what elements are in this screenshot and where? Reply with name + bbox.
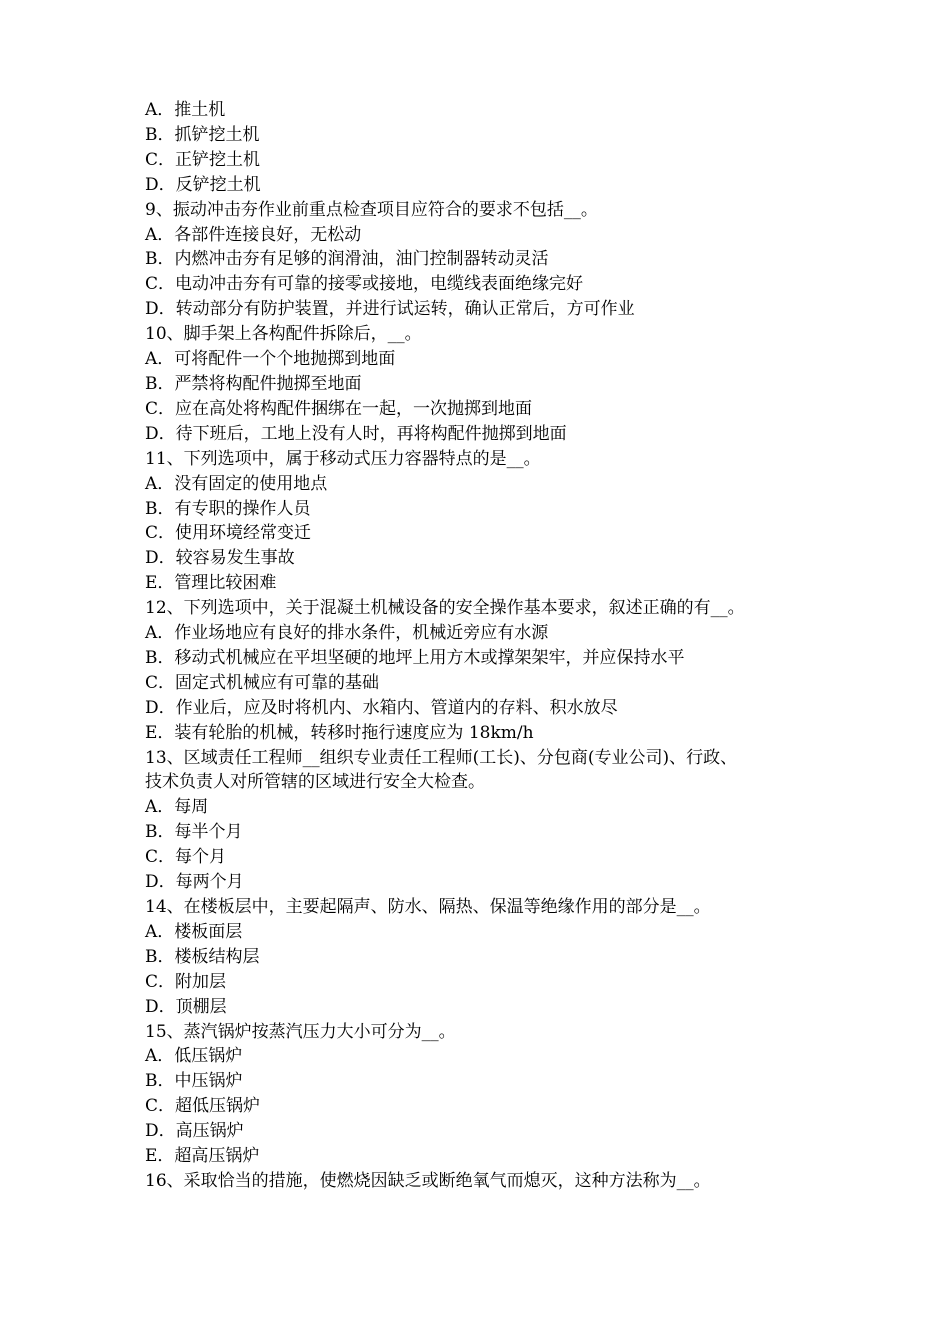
option-line: C．电动冲击夯有可靠的接零或接地，电缆线表面绝缘完好	[145, 274, 584, 295]
option-line: C．每个月	[145, 847, 227, 868]
option-line: B．移动式机械应在平坦坚硬的地坪上用方木或撑架架牢，并应保持水平	[145, 647, 685, 668]
question-line: 11、下列选项中，属于移动式压力容器特点的是__。	[145, 448, 541, 469]
option-line: A．作业场地应有良好的排水条件，机械近旁应有水源	[145, 623, 549, 644]
option-line: D．作业后，应及时将机内、水箱内、管道内的存料、积水放尽	[145, 697, 618, 718]
question-line: 9、振动冲击夯作业前重点检查项目应符合的要求不包括__。	[145, 199, 598, 220]
question-line: 10、脚手架上各构配件拆除后，__。	[145, 324, 422, 345]
question-list	[145, 98, 845, 1194]
option-line: C．应在高处将构配件捆绑在一起，一次抛掷到地面	[145, 398, 533, 419]
option-line: A．楼板面层	[145, 921, 243, 942]
option-line: E．装有轮胎的机械，转移时拖行速度应为 18km/h	[145, 722, 534, 743]
option-line: C．正铲挖土机	[145, 149, 261, 170]
option-line: A．每周	[145, 797, 209, 818]
question-line: 13、区域责任工程师__组织专业责任工程师(工长)、分包商(专业公司)、行政、	[145, 747, 738, 768]
option-line: B．抓铲挖土机	[145, 124, 260, 145]
option-line: B．中压锅炉	[145, 1071, 243, 1092]
option-line: C．使用环境经常变迁	[145, 523, 312, 544]
option-line: A．可将配件一个个地抛掷到地面	[145, 349, 396, 370]
option-line: C．超低压锅炉	[145, 1096, 261, 1117]
option-line: B．内燃冲击夯有足够的润滑油，油门控制器转动灵活	[145, 249, 549, 270]
option-line: C．固定式机械应有可靠的基础	[145, 672, 380, 693]
question-line: 16、采取恰当的措施，使燃烧因缺乏或断绝氧气而熄灭，这种方法称为__。	[145, 1170, 711, 1191]
option-line: A．推土机	[145, 100, 226, 120]
option-line: B．每半个月	[145, 822, 243, 843]
option-line: D．较容易发生事故	[145, 548, 295, 569]
option-line: D．反铲挖土机	[145, 174, 261, 195]
option-line: D．每两个月	[145, 872, 244, 893]
option-line: D．高压锅炉	[145, 1121, 244, 1142]
question-line: 15、蒸汽锅炉按蒸汽压力大小可分为__。	[145, 1021, 456, 1042]
option-line: B．楼板结构层	[145, 946, 260, 967]
option-line: B．有专职的操作人员	[145, 498, 311, 519]
question-line: 14、在楼板层中，主要起隔声、防水、隔热、保温等绝缘作用的部分是__。	[145, 897, 711, 917]
option-line: D．顶棚层	[145, 996, 227, 1017]
option-line: D．待下班后，工地上没有人时，再将构配件抛掷到地面	[145, 423, 567, 444]
option-line: A．没有固定的使用地点	[145, 473, 328, 494]
option-line: B．严禁将构配件抛掷至地面	[145, 373, 362, 394]
option-line: C．附加层	[145, 971, 227, 992]
option-line: D．转动部分有防护装置，并进行试运转，确认正常后，方可作业	[145, 299, 635, 320]
option-line: A．低压锅炉	[145, 1046, 243, 1067]
question-line-continued: 技术负责人对所管辖的区域进行安全大检查。	[145, 772, 485, 793]
option-line: A．各部件连接良好，无松动	[145, 224, 362, 245]
question-line: 12、下列选项中，关于混凝土机械设备的安全操作基本要求，叙述正确的有__。	[145, 598, 745, 619]
option-line: E．管理比较困难	[145, 573, 277, 594]
option-line: E．超高压锅炉	[145, 1146, 260, 1167]
